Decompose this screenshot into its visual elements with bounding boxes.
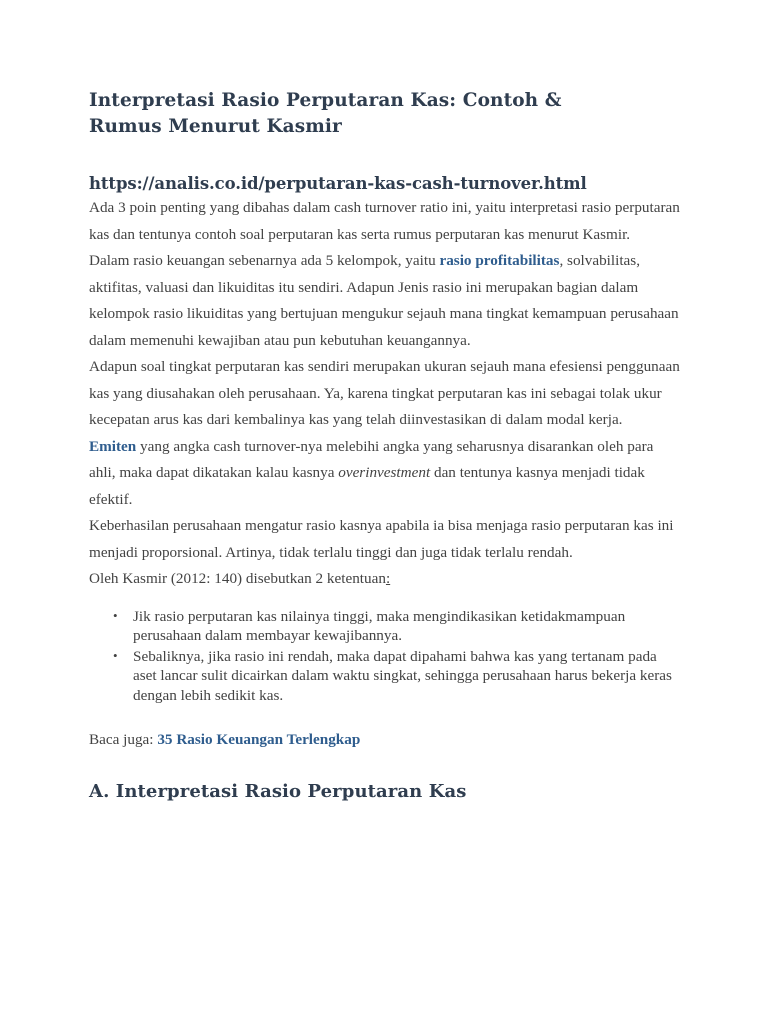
ketentuan-lead-colon: : xyxy=(385,570,391,587)
page-title-line-2: Menurut Kasmir xyxy=(168,116,342,137)
paragraph-efesiensi: Adapun soal tingkat perputaran kas sendiri merupakan ukuran sejauh mana efesiensi penggunaan kas yang diusahakan oleh perusahaan. Ya, karena tingkat perputaran kas ini sebagai tolak ukur kecepatan arus kas dari kembalinya kas yang telah diinvestasikan di dalam modal kerja. xyxy=(89,358,680,428)
page-title xyxy=(89,88,629,140)
paragraph-emiten-end: dan tentunya kasnya menjadi tidak efektif. xyxy=(89,464,645,508)
link-35-rasio-keuangan-terlengkap[interactable]: 35 Rasio Keuangan Terlengkap xyxy=(157,731,361,748)
baca-juga-line xyxy=(89,729,683,751)
page-title-line-1: Interpretasi Rasio Perputaran Kas: Contoh & Rumus xyxy=(89,90,562,137)
emphasis-overinvestment: overinvestment xyxy=(338,464,431,481)
list-item: • Sebaliknya, jika rasio ini rendah, maka dapat dipahami bahwa kas yang tertanam pada aset lancar sulit dicairkan dalam waktu singkat, sehingga perusahaan harus bekerja keras dengan lebih sedikit kas. xyxy=(89,647,679,706)
paragraph-text-before-link: Dalam rasio keuangan sebenarnya ada 5 kelompok, yaitu xyxy=(89,252,440,269)
section-heading-a: A. Interpretasi Rasio Perputaran Kas xyxy=(89,781,467,802)
paragraph-ketentuan-lead xyxy=(89,566,683,593)
paragraph-rasio-keuangan xyxy=(89,248,683,354)
source-url[interactable]: https://analis.co.id/perputaran-kas-cash-turnover.html xyxy=(89,174,587,193)
link-rasio-profitabilitas[interactable]: rasio profitabilitas xyxy=(439,252,560,269)
baca-juga-prefix: Baca juga: xyxy=(89,731,158,748)
paragraph-emiten-mid: yang angka cash turnover-nya melebihi angka yang seharusnya disarankan oleh para ahli, maka dapat dikatakan kalau kasnya xyxy=(89,437,654,481)
ketentuan-lead-text: Oleh Kasmir (2012: 140) disebutkan 2 ketentuan xyxy=(89,570,386,587)
list-item: • Jik rasio perputaran kas nilainya tinggi, maka mengindikasikan ketidakmampuan perusahaan dalam membayar kewajibannya. xyxy=(89,607,679,646)
link-emiten[interactable]: Emiten xyxy=(89,437,137,455)
document-content xyxy=(89,88,683,805)
paragraph-emiten xyxy=(89,434,683,514)
paragraph-keberhasilan: Keberhasilan perusahaan mengatur rasio kasnya apabila ia bisa menjaga rasio perputaran kas ini menjadi proporsional. Artinya, tidak terlalu tinggi dan juga tidak terlalu rendah. xyxy=(89,517,674,561)
ketentuan-list xyxy=(89,607,683,706)
paragraph-text-after-link: , solvabilitas, aktifitas, valuasi dan likuiditas itu sendiri. Adapun Jenis rasio ini merupakan bagian dalam kelompok rasio likuiditas yang bertujuan mengukur sejauh mana tingkat kemampuan perusahaan dalam memenuhi kewajiban atau pun kebutuhan keuangannya. xyxy=(89,252,679,349)
paragraph-intro: Ada 3 poin penting yang dibahas dalam cash turnover ratio ini, yaitu interpretasi rasio perputaran kas dan tentunya contoh soal perputaran kas serta rumus perputaran kas menurut Kasmir. xyxy=(89,199,680,243)
